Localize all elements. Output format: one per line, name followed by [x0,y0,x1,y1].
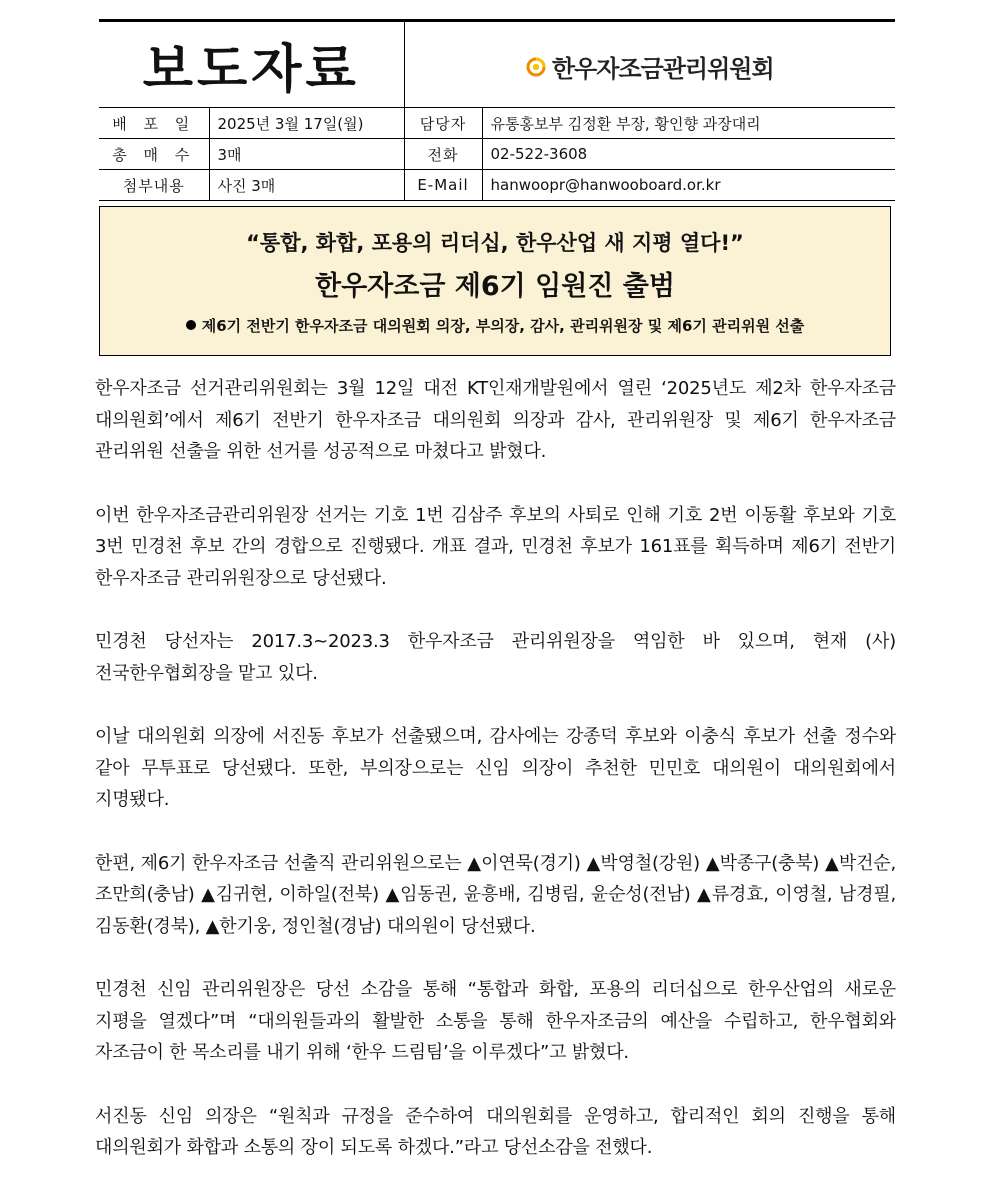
headline-subtitle-text: 제6기 전반기 한우자조금 대의원회 의장, 부의장, 감사, 관리위원장 및 제6기 관리위원 선출 [201,317,805,335]
headline-subtitle [100,315,890,336]
paragraph-7: 서진동 신임 의장은 “원칙과 규정을 준수하여 대의원회를 운영하고, 합리적인 회의 진행을 통해 대의원회가 화합과 소통의 장이 되도록 하겠다.”라고 당선소감을 전했다. [95,1105,896,1158]
paragraph-2: 이번 한우자조금관리위원장 선거는 기호 1번 김삼주 후보의 사퇴로 인해 기호 2번 이동활 후보와 기호 3번 민경천 후보 간의 경합으로 진행됐다. 개표 결과, 민경천 후보가 161표를 획득하며 제6기 전반기 한우자조금 관리위원장으로 당선됐다. [95,504,896,589]
header-info-table [99,19,895,201]
info-row-attachments [99,170,895,201]
paragraph-6: 민경천 신임 관리위원장은 당선 소감을 통해 “통합과 화합, 포용의 리더십으로 한우산업의 새로운 지평을 열겠다”며 “대의원들과의 활발한 소통을 통해 한우자조금의 예산을 수립하고, 한우협회와 자조금이 한 목소리를 내기 위해 ‘한우 드림팀’을 이루겠다”고 밝혔다. [95,979,896,1063]
distribution-date-label: 배 포 일 [99,108,209,139]
headline-box [99,206,891,356]
headline-title: 한우자조금 제6기 임원진 출범 [315,271,675,302]
bullet-icon [186,320,196,330]
email-value: hanwoopr@hanwooboard.or.kr [482,170,895,201]
org-name: 한우자조금관리위원회 [551,55,774,83]
phone-label: 전화 [404,139,482,170]
headline-quote: “통합, 화합, 포용의 리더십, 한우산업 새 지평 열다!” [246,231,744,255]
org-logo [404,21,895,108]
article-body [95,373,896,1196]
info-row-pages [99,139,895,170]
attachments-value: 사진 3매 [209,170,404,201]
total-pages-value: 3매 [209,139,404,170]
paragraph-3: 민경천 당선자는 2017.3~2023.3 한우자조금 관리위원장을 역임한 바 있으며, 현재 (사)전국한우협회장을 맡고 있다. [95,631,896,684]
paragraph-5: 한편, 제6기 한우자조금 선출직 관리위원으로는 ▲이연묵(경기) ▲박영철(강원) ▲박종구(충북) ▲박건순, 조만희(충남) ▲김귀현, 이하일(전북) ▲임동권, 윤흥배, 김병림, 윤순성(전남) ▲류경효, 이영철, 남경필, 김동환(경북), ▲한기웅, 정인철(경남) 대의원이 당선됐다. [95,852,896,937]
paragraph-4: 이날 대의원회 의장에 서진동 후보가 선출됐으며, 감사에는 강종덕 후보와 이충식 후보가 선출 정수와 같아 무투표로 당선됐다. 또한, 부의장으로는 신임 의장이 추천한 민민호 대의원이 대의원회에서 지명됐다. [95,726,896,810]
paragraph-1: 한우자조금 선거관리위원회는 3월 12일 대전 KT인재개발원에서 열린 ‘2025년도 제2차 한우자조금 대의원회’에서 제6기 전반기 한우자조금 대의원회 의장과 감사, 관리위원장 및 제6기 한우자조금 관리위원 선출을 위한 선거를 성공적으로 마쳤다고 밝혔다. [95,378,896,462]
contact-person-label: 담당자 [404,108,482,139]
contact-person-value: 유통홍보부 김정환 부장, 황인향 과장대리 [482,108,895,139]
info-row-distribution [99,108,895,139]
attachments-label: 첨부내용 [99,170,209,201]
org-logo-icon [526,57,546,77]
total-pages-label: 총 매 수 [99,139,209,170]
phone-value: 02-522-3608 [482,139,895,170]
press-release-page [99,19,895,356]
distribution-date-value: 2025년 3월 17일(월) [209,108,404,139]
press-release-title: 보도자료 [99,21,404,108]
email-label: E-Mail [404,170,482,201]
